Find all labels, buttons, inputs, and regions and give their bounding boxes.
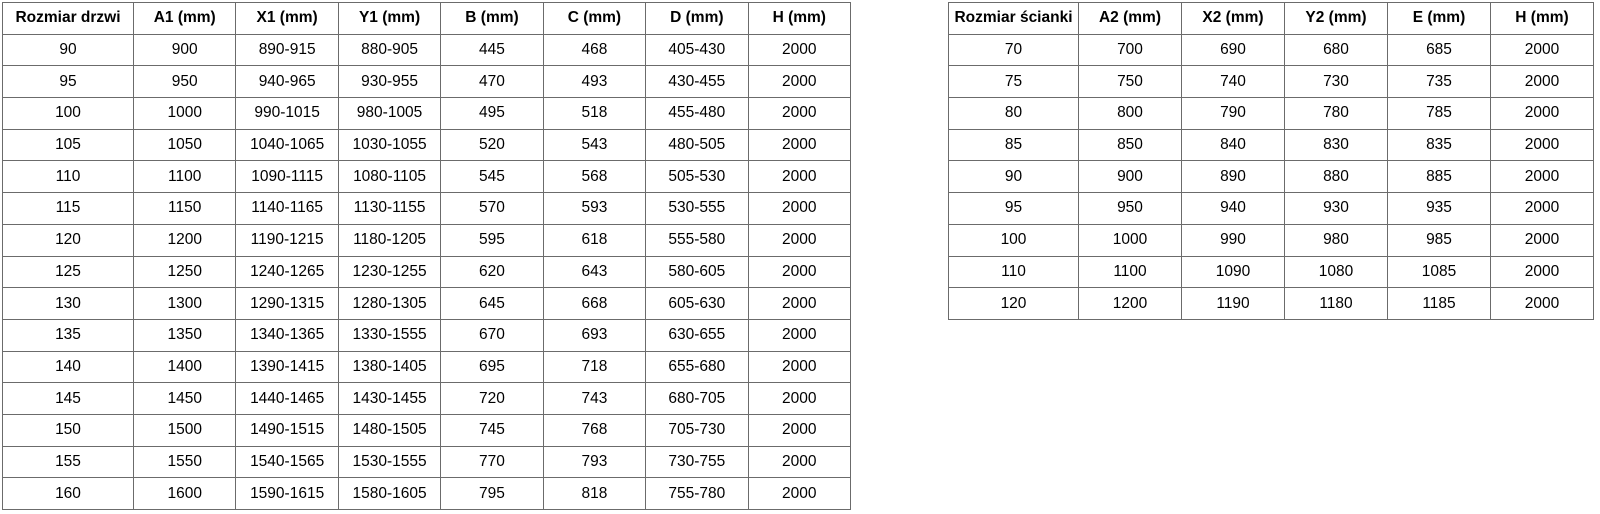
table-cell: 505-530 (646, 161, 748, 193)
table-cell: 795 (441, 478, 543, 510)
table-cell: 1500 (134, 414, 236, 446)
door-sizes-table (2, 2, 851, 510)
table-cell: 2000 (748, 193, 850, 225)
table-cell: 2000 (748, 129, 850, 161)
table-cell: 1100 (1079, 256, 1182, 288)
table-cell: 75 (949, 66, 1079, 98)
table-cell: 1400 (134, 351, 236, 383)
table-cell: 593 (543, 193, 645, 225)
table-cell: 1040-1065 (236, 129, 338, 161)
table-cell: 1200 (134, 224, 236, 256)
table-cell: 2000 (748, 224, 850, 256)
table-row (3, 98, 851, 130)
table-cell: 818 (543, 478, 645, 510)
column-header: D (mm) (646, 3, 748, 35)
table-cell: 480-505 (646, 129, 748, 161)
table-cell: 120 (3, 224, 134, 256)
table-cell: 1180-1205 (338, 224, 440, 256)
table-cell: 470 (441, 66, 543, 98)
table-row (3, 351, 851, 383)
table-cell: 115 (3, 193, 134, 225)
header-row (3, 3, 851, 35)
table-cell: 155 (3, 446, 134, 478)
table-cell: 2000 (1491, 224, 1594, 256)
table-row (949, 256, 1594, 288)
table-cell: 2000 (748, 256, 850, 288)
table-cell: 890 (1182, 161, 1285, 193)
table-cell: 695 (441, 351, 543, 383)
table-row (949, 224, 1594, 256)
table-cell: 1240-1265 (236, 256, 338, 288)
table-cell: 840 (1182, 129, 1285, 161)
column-header: Rozmiar ścianki (949, 3, 1079, 35)
table-cell: 643 (543, 256, 645, 288)
table-cell: 1230-1255 (338, 256, 440, 288)
table-row (3, 66, 851, 98)
table-cell: 140 (3, 351, 134, 383)
table-cell: 990-1015 (236, 98, 338, 130)
table-cell: 730-755 (646, 446, 748, 478)
column-header: H (mm) (748, 3, 850, 35)
table-cell: 90 (3, 34, 134, 66)
table-cell: 110 (949, 256, 1079, 288)
column-header: Y2 (mm) (1285, 3, 1388, 35)
column-header: A2 (mm) (1079, 3, 1182, 35)
table-cell: 1440-1465 (236, 383, 338, 415)
table-cell: 2000 (1491, 34, 1594, 66)
table-cell: 100 (949, 224, 1079, 256)
column-header: Rozmiar drzwi (3, 3, 134, 35)
table-cell: 720 (441, 383, 543, 415)
table-cell: 985 (1388, 224, 1491, 256)
table-cell: 900 (1079, 161, 1182, 193)
table-cell: 768 (543, 414, 645, 446)
table-cell: 1490-1515 (236, 414, 338, 446)
table-cell: 1180 (1285, 288, 1388, 320)
table-cell: 1450 (134, 383, 236, 415)
table-cell: 780 (1285, 98, 1388, 130)
table-cell: 518 (543, 98, 645, 130)
table-cell: 620 (441, 256, 543, 288)
table-cell: 2000 (748, 98, 850, 130)
table-cell: 80 (949, 98, 1079, 130)
table-cell: 670 (441, 319, 543, 351)
table-row (3, 34, 851, 66)
column-header: Y1 (mm) (338, 3, 440, 35)
table-cell: 930 (1285, 193, 1388, 225)
column-header: A1 (mm) (134, 3, 236, 35)
column-header: E (mm) (1388, 3, 1491, 35)
table-cell: 2000 (1491, 288, 1594, 320)
table-cell: 1200 (1079, 288, 1182, 320)
table-row (949, 66, 1594, 98)
table-cell: 495 (441, 98, 543, 130)
table-cell: 1050 (134, 129, 236, 161)
table-cell: 110 (3, 161, 134, 193)
table-cell: 618 (543, 224, 645, 256)
column-header: C (mm) (543, 3, 645, 35)
table-cell: 1000 (134, 98, 236, 130)
table-cell: 568 (543, 161, 645, 193)
table-row (3, 193, 851, 225)
table-cell: 2000 (748, 34, 850, 66)
table-cell: 130 (3, 288, 134, 320)
table-row (3, 383, 851, 415)
table-cell: 1380-1405 (338, 351, 440, 383)
table-cell: 690 (1182, 34, 1285, 66)
table-row (3, 256, 851, 288)
table-cell: 1390-1415 (236, 351, 338, 383)
table-cell: 793 (543, 446, 645, 478)
table-row (3, 414, 851, 446)
table-cell: 1340-1365 (236, 319, 338, 351)
table-cell: 1540-1565 (236, 446, 338, 478)
table-cell: 1130-1155 (338, 193, 440, 225)
table-cell: 150 (3, 414, 134, 446)
table-cell: 835 (1388, 129, 1491, 161)
table-cell: 545 (441, 161, 543, 193)
table-cell: 455-480 (646, 98, 748, 130)
table-cell: 990 (1182, 224, 1285, 256)
table-cell: 1580-1605 (338, 478, 440, 510)
table-cell: 1185 (1388, 288, 1491, 320)
table-cell: 2000 (748, 288, 850, 320)
table-cell: 2000 (748, 446, 850, 478)
table-cell: 1300 (134, 288, 236, 320)
table-row (3, 161, 851, 193)
table-cell: 493 (543, 66, 645, 98)
table-cell: 1190 (1182, 288, 1285, 320)
table-cell: 668 (543, 288, 645, 320)
table-cell: 2000 (748, 478, 850, 510)
table-row (3, 446, 851, 478)
table-cell: 735 (1388, 66, 1491, 98)
table-cell: 930-955 (338, 66, 440, 98)
table-cell: 740 (1182, 66, 1285, 98)
table-cell: 1550 (134, 446, 236, 478)
header-row (949, 3, 1594, 35)
table-cell: 1000 (1079, 224, 1182, 256)
table-row (949, 193, 1594, 225)
table-cell: 755-780 (646, 478, 748, 510)
table-cell: 85 (949, 129, 1079, 161)
table-cell: 655-680 (646, 351, 748, 383)
table-cell: 730 (1285, 66, 1388, 98)
table-cell: 145 (3, 383, 134, 415)
table-cell: 785 (1388, 98, 1491, 130)
table-cell: 1280-1305 (338, 288, 440, 320)
table-cell: 2000 (1491, 193, 1594, 225)
column-header: X1 (mm) (236, 3, 338, 35)
table-cell: 105 (3, 129, 134, 161)
table-cell: 520 (441, 129, 543, 161)
table-cell: 135 (3, 319, 134, 351)
table-cell: 543 (543, 129, 645, 161)
table-cell: 940-965 (236, 66, 338, 98)
table-cell: 100 (3, 98, 134, 130)
table-cell: 95 (3, 66, 134, 98)
table-cell: 2000 (1491, 98, 1594, 130)
table-row (949, 34, 1594, 66)
table-cell: 595 (441, 224, 543, 256)
table-cell: 940 (1182, 193, 1285, 225)
table-cell: 1190-1215 (236, 224, 338, 256)
table-row (3, 224, 851, 256)
table-row (3, 129, 851, 161)
table-cell: 445 (441, 34, 543, 66)
table-cell: 1090 (1182, 256, 1285, 288)
table-row (949, 98, 1594, 130)
table-cell: 1080 (1285, 256, 1388, 288)
table-cell: 900 (134, 34, 236, 66)
table-cell: 580-605 (646, 256, 748, 288)
table-cell: 2000 (748, 161, 850, 193)
table-cell: 890-915 (236, 34, 338, 66)
table-cell: 693 (543, 319, 645, 351)
table-cell: 750 (1079, 66, 1182, 98)
column-header: X2 (mm) (1182, 3, 1285, 35)
table-cell: 2000 (1491, 256, 1594, 288)
wall-sizes-table (948, 2, 1594, 320)
table-cell: 555-580 (646, 224, 748, 256)
table-cell: 645 (441, 288, 543, 320)
table-cell: 1330-1555 (338, 319, 440, 351)
table-row (949, 129, 1594, 161)
table-cell: 980 (1285, 224, 1388, 256)
table-cell: 1530-1555 (338, 446, 440, 478)
table-row (949, 161, 1594, 193)
table-cell: 1085 (1388, 256, 1491, 288)
table-cell: 800 (1079, 98, 1182, 130)
table-row (3, 319, 851, 351)
table-cell: 1090-1115 (236, 161, 338, 193)
table-row (949, 288, 1594, 320)
table-cell: 2000 (748, 351, 850, 383)
table-cell: 680 (1285, 34, 1388, 66)
table-cell: 160 (3, 478, 134, 510)
table-cell: 90 (949, 161, 1079, 193)
table-cell: 2000 (1491, 66, 1594, 98)
table-cell: 1350 (134, 319, 236, 351)
table-cell: 850 (1079, 129, 1182, 161)
table-cell: 743 (543, 383, 645, 415)
table-cell: 705-730 (646, 414, 748, 446)
column-header: B (mm) (441, 3, 543, 35)
table-cell: 950 (134, 66, 236, 98)
table-cell: 2000 (748, 319, 850, 351)
table-cell: 745 (441, 414, 543, 446)
table-cell: 880-905 (338, 34, 440, 66)
table-cell: 1080-1105 (338, 161, 440, 193)
table-cell: 570 (441, 193, 543, 225)
table-cell: 1480-1505 (338, 414, 440, 446)
table-cell: 2000 (1491, 129, 1594, 161)
table-cell: 790 (1182, 98, 1285, 130)
table-row (3, 288, 851, 320)
table-cell: 1590-1615 (236, 478, 338, 510)
table-cell: 1030-1055 (338, 129, 440, 161)
table-cell: 2000 (748, 414, 850, 446)
table-cell: 980-1005 (338, 98, 440, 130)
table-row (3, 478, 851, 510)
table-cell: 95 (949, 193, 1079, 225)
table-cell: 885 (1388, 161, 1491, 193)
table-cell: 770 (441, 446, 543, 478)
table-cell: 718 (543, 351, 645, 383)
table-cell: 950 (1079, 193, 1182, 225)
table-cell: 530-555 (646, 193, 748, 225)
table-cell: 630-655 (646, 319, 748, 351)
table-cell: 1250 (134, 256, 236, 288)
table-cell: 1100 (134, 161, 236, 193)
table-cell: 830 (1285, 129, 1388, 161)
table-cell: 1150 (134, 193, 236, 225)
table-cell: 468 (543, 34, 645, 66)
table-cell: 70 (949, 34, 1079, 66)
table-cell: 125 (3, 256, 134, 288)
table-cell: 700 (1079, 34, 1182, 66)
table-cell: 680-705 (646, 383, 748, 415)
table-cell: 2000 (748, 66, 850, 98)
table-cell: 935 (1388, 193, 1491, 225)
table-cell: 430-455 (646, 66, 748, 98)
table-cell: 1430-1455 (338, 383, 440, 415)
table-cell: 2000 (748, 383, 850, 415)
table-cell: 1290-1315 (236, 288, 338, 320)
table-cell: 605-630 (646, 288, 748, 320)
table-cell: 1140-1165 (236, 193, 338, 225)
table-cell: 1600 (134, 478, 236, 510)
table-cell: 405-430 (646, 34, 748, 66)
table-cell: 120 (949, 288, 1079, 320)
table-cell: 880 (1285, 161, 1388, 193)
column-header: H (mm) (1491, 3, 1594, 35)
table-cell: 685 (1388, 34, 1491, 66)
table-cell: 2000 (1491, 161, 1594, 193)
